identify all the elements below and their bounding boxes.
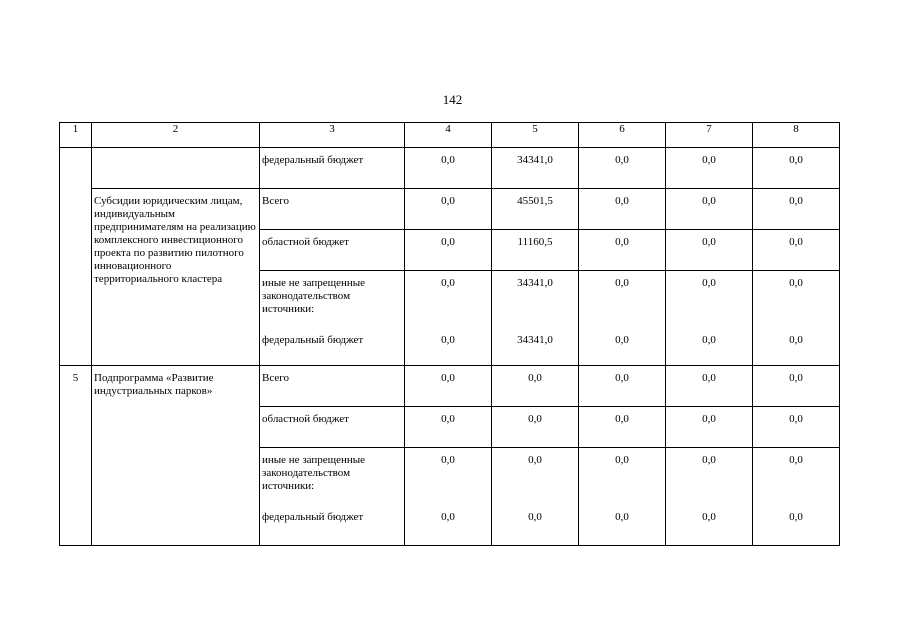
value-cell: 0,0 0,0 xyxy=(405,448,492,546)
value-cell: 45501,5 xyxy=(492,189,579,230)
source-cell: иные не запрещенные законодательством источники: федеральный бюджет xyxy=(260,448,405,546)
value-cell: 0,0 0,0 xyxy=(405,271,492,366)
value-cell: 0,0 xyxy=(405,366,492,407)
value-cell: 0,0 0,0 xyxy=(753,448,840,546)
value-cell: 0,0 xyxy=(753,189,840,230)
value-cell: 0,0 xyxy=(753,148,840,189)
description-cell: Подпрограмма «Развитие индустриальных парков» xyxy=(92,366,260,546)
header-cell: 4 xyxy=(405,123,492,148)
source-cell: иные не запрещенные законодательством источники: федеральный бюджет xyxy=(260,271,405,366)
source-cell: федеральный бюджет xyxy=(260,148,405,189)
value-cell: 0,0 0,0 xyxy=(492,448,579,546)
table-row xyxy=(60,148,840,189)
header-cell: 5 xyxy=(492,123,579,148)
source-cell: областной бюджет xyxy=(260,407,405,448)
value-cell: 0,0 xyxy=(753,230,840,271)
value-cell: 0,0 xyxy=(405,407,492,448)
value-cell: 0,0 xyxy=(579,189,666,230)
source-cell: областной бюджет xyxy=(260,230,405,271)
value-cell: 0,0 xyxy=(579,366,666,407)
page-number: 142 xyxy=(442,92,463,107)
value-cell: 0,0 xyxy=(492,407,579,448)
table-row xyxy=(60,366,840,407)
source-cell: Всего xyxy=(260,366,405,407)
value-cell: 0,0 xyxy=(579,148,666,189)
row-number-cell xyxy=(60,148,92,366)
value-cell: 0,0 xyxy=(666,189,753,230)
value-cell: 0,0 0,0 xyxy=(579,448,666,546)
header-cell: 7 xyxy=(666,123,753,148)
value-cell: 0,0 0,0 xyxy=(579,271,666,366)
header-cell: 2 xyxy=(92,123,260,148)
source-cell: Всего xyxy=(260,189,405,230)
value-cell: 0,0 xyxy=(579,407,666,448)
budget-table xyxy=(59,122,840,546)
value-cell: 0,0 xyxy=(666,230,753,271)
value-cell: 0,0 0,0 xyxy=(666,271,753,366)
description-cell xyxy=(92,148,260,189)
value-cell: 0,0 xyxy=(579,230,666,271)
value-cell: 0,0 xyxy=(405,189,492,230)
value-cell: 0,0 xyxy=(666,366,753,407)
value-cell: 34341,0 34341,0 xyxy=(492,271,579,366)
value-cell: 0,0 0,0 xyxy=(753,271,840,366)
header-cell: 1 xyxy=(60,123,92,148)
value-cell: 11160,5 xyxy=(492,230,579,271)
row-number-cell: 5 xyxy=(60,366,92,546)
description-cell: Субсидии юридическим лицам, индивидуальным предпринимателям на реализацию комплексного инвестиционного проекта по развитию пилотного инновационного территориального кластера xyxy=(92,189,260,366)
value-cell: 0,0 xyxy=(753,407,840,448)
header-cell: 3 xyxy=(260,123,405,148)
value-cell: 34341,0 xyxy=(492,148,579,189)
table-header-row xyxy=(60,123,840,148)
header-cell: 8 xyxy=(753,123,840,148)
header-cell: 6 xyxy=(579,123,666,148)
value-cell: 0,0 xyxy=(753,366,840,407)
value-cell: 0,0 0,0 xyxy=(666,448,753,546)
value-cell: 0,0 xyxy=(666,407,753,448)
value-cell: 0,0 xyxy=(405,148,492,189)
value-cell: 0,0 xyxy=(405,230,492,271)
value-cell: 0,0 xyxy=(492,366,579,407)
table-row xyxy=(60,189,840,230)
value-cell: 0,0 xyxy=(666,148,753,189)
